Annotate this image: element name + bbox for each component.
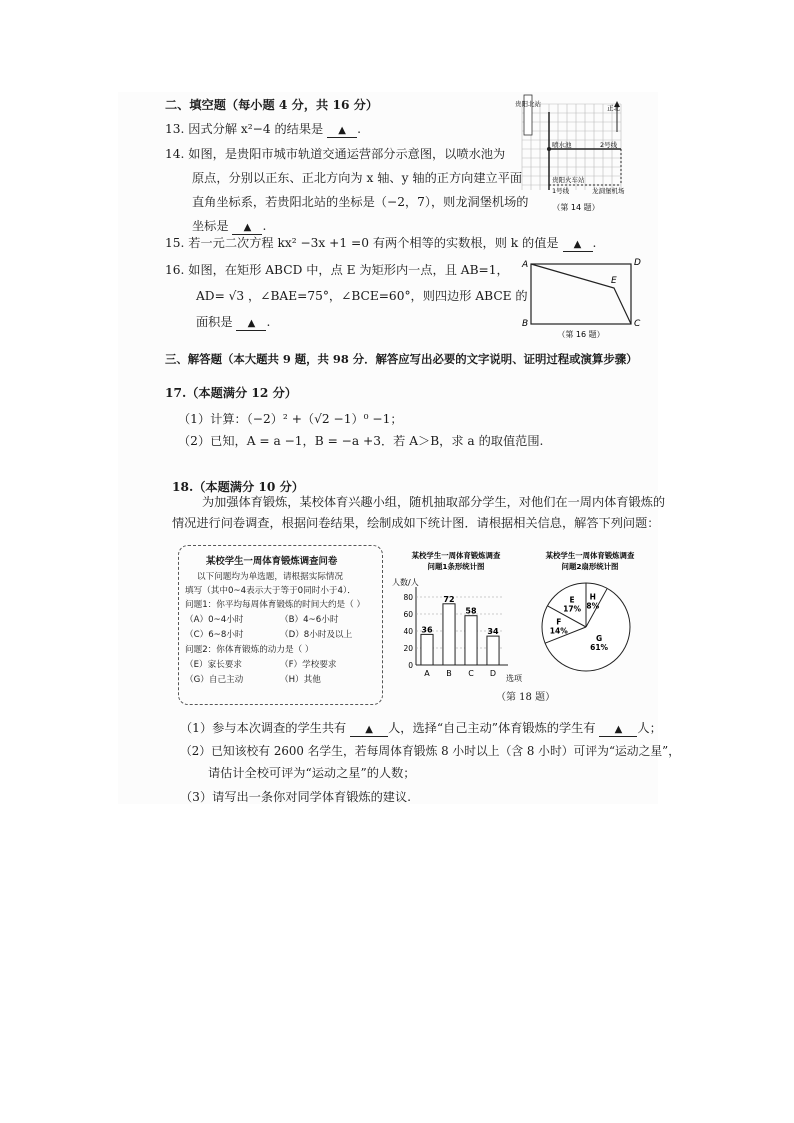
option-c: （C）6~8小时 — [185, 630, 244, 640]
question-15 — [165, 235, 596, 252]
q18-p1-text-c: 人； — [637, 721, 662, 735]
bar-chart-ylabel: 人数/人 — [392, 578, 419, 587]
pie-chart-title-line1: 某校学生一周体育锻炼调查 — [545, 551, 635, 560]
pie-slice-percent-f: 14% — [549, 626, 568, 636]
bar-value-label: 58 — [465, 606, 477, 616]
bar-chart-title-line1: 某校学生一周体育锻炼调查 — [411, 551, 501, 560]
bar-b — [443, 604, 455, 665]
q16-end: . — [266, 315, 271, 329]
north-label: 正北 — [607, 104, 620, 112]
bar-chart-ytick-label: 80 — [403, 593, 413, 602]
pie-slice-label-h: H — [589, 592, 596, 602]
q18-part2-line2: 请估计全校可评为“运动之星”的人数； — [208, 766, 416, 780]
q18-intro-line1: 为加强体育锻炼，某校体育兴趣小组，随机抽取部分学生，对他们在一周内体育锻炼的 — [202, 495, 666, 509]
bar-category-label: A — [424, 669, 430, 678]
pie-slice-label-e: E — [569, 595, 575, 605]
line1-label: 1号线 — [552, 187, 570, 195]
bar-category-label: C — [468, 669, 474, 678]
option-e: （E）家长要求 — [185, 660, 242, 670]
q18-part1 — [180, 720, 662, 737]
questionnaire-title: 某校学生一周体育锻炼调查问卷 — [206, 556, 338, 567]
pie-chart — [526, 545, 658, 685]
bar-chart — [392, 545, 520, 685]
q13-text: 13. 因式分解 x²−4 的结果是 — [165, 122, 324, 136]
q15-end: . — [592, 236, 597, 250]
label-c: C — [634, 319, 641, 329]
questionnaire-question1: 问题1：你平均每周体育锻炼的时间大约是（ ） — [185, 600, 366, 610]
option-d: （D）8小时及以上 — [280, 630, 353, 640]
bar-chart-ytick-label: 20 — [403, 644, 413, 653]
figure-16-rectangle — [516, 254, 646, 340]
q14-end: . — [262, 219, 267, 233]
q18-p1-blank-self: ▲ — [599, 724, 637, 737]
q15-text: 15. 若一元二次方程 kx² −3x +1 =0 有两个相等的实数根，则 k 的值是 — [165, 236, 559, 250]
pie-slice-percent-e: 17% — [563, 604, 582, 614]
q16-answer-blank: ▲ — [236, 318, 266, 331]
figure-16-caption: （第 16 题） — [557, 330, 605, 339]
q17-title: 17.（本题满分 12 分） — [165, 386, 297, 400]
q16-line2: AD= √3 ，∠BAE=75°，∠BCE=60°，则四边形 ABCE 的 — [196, 289, 528, 303]
bar-category-label: D — [489, 669, 497, 678]
section-3-title: 三、解答题（本大题共 9 题，共 98 分．解答应写出必要的文字说明、证明过程或演算步骤） — [165, 352, 638, 366]
pie-slice-percent-g: 61% — [590, 642, 609, 652]
label-b: B — [522, 319, 529, 329]
questionnaire-line1: 以下问题均为单选题，请根据实际情况 — [197, 572, 344, 582]
pie-slice-label-f: F — [556, 617, 562, 627]
label-e: E — [611, 276, 617, 286]
q18-title: 18.（本题满分 10 分） — [172, 480, 304, 494]
bar-c — [465, 616, 477, 665]
q13-answer-blank: ▲ — [327, 125, 357, 138]
bar-value-label: 36 — [421, 625, 433, 635]
airport-label: 龙洞堡机场 — [592, 187, 625, 195]
q16-line1: 16. 如图，在矩形 ABCD 中，点 E 为矩形内一点，且 AB=1， — [165, 263, 509, 277]
option-h: （H）其他 — [280, 675, 321, 685]
questionnaire-box — [178, 545, 383, 705]
q14-line4 — [192, 218, 266, 235]
figure-18-caption: （第 18 题） — [496, 692, 556, 703]
questionnaire-question2: 问题2：你体育锻炼的动力是（ ） — [185, 645, 314, 655]
bar-category-label: B — [446, 669, 452, 678]
q16-text: 面积是 — [196, 315, 233, 329]
bar-value-label: 72 — [443, 594, 455, 604]
q14-answer-blank: ▲ — [232, 222, 262, 235]
questionnaire-line2: 填写（其中0~4表示大于等于0同时小于4）． — [185, 586, 356, 596]
q15-answer-blank: ▲ — [563, 239, 593, 252]
section-2-title: 二、填空题（每小题 4 分，共 16 分） — [165, 98, 379, 112]
fountain-point — [547, 147, 551, 151]
q16-line3 — [196, 314, 270, 331]
line2-label: 2号线 — [600, 141, 618, 149]
pie-slice-percent-h: 8% — [586, 601, 600, 611]
segments-ae-ec — [531, 264, 631, 324]
q18-intro-line2: 情况进行问卷调查，根据问卷结果，绘制成如下统计图．请根据相关信息，解答下列问题： — [172, 516, 660, 530]
option-f: （F）学校要求 — [280, 660, 337, 670]
option-b: （B）4~6小时 — [280, 615, 339, 625]
bar-chart-ytick-label: 0 — [408, 661, 413, 670]
q13-end: . — [357, 122, 361, 136]
fountain-label: 喷水池 — [552, 141, 572, 149]
q14-line2: 原点，分别以正东、正北方向为 x 轴、y 轴的正方向建立平面 — [192, 171, 523, 185]
option-g: （G）自己主动 — [185, 675, 244, 685]
q14-text: 坐标是 — [192, 219, 229, 233]
station-north-label: 贵阳北站 — [515, 100, 541, 108]
q18-p1-text-a: （1）参与本次调查的学生共有 — [180, 721, 347, 735]
question-13 — [165, 121, 361, 138]
option-a: （A）0~4小时 — [185, 615, 244, 625]
bar-chart-ytick-label: 40 — [403, 627, 413, 636]
q18-part2-line1: （2）已知该校有 2600 名学生，若每周体育锻炼 8 小时以上（含 8 小时）可评为“运动之星”， — [180, 744, 680, 758]
bar-d — [487, 636, 499, 665]
rectangle-abcd — [531, 264, 631, 324]
bar-chart-ytick-label: 60 — [403, 610, 413, 619]
label-d: D — [634, 258, 641, 268]
q18-p1-text-b: 人，选择“自己主动”体育锻炼的学生有 — [388, 721, 596, 735]
bar-chart-xlabel: 选项 — [506, 674, 522, 683]
q14-line3: 直角坐标系，若贵阳北站的坐标是（−2，7），则龙洞堡机场的 — [192, 195, 529, 209]
q17-part1: （1）计算：（−2）² +（√2 −1）⁰ −1； — [178, 412, 403, 426]
q18-part3: （3）请写出一条你对同学体育锻炼的建议. — [180, 790, 412, 804]
q18-p1-blank-total: ▲ — [350, 724, 388, 737]
figure-14-map — [512, 92, 640, 220]
bar-value-label: 34 — [487, 627, 499, 637]
q14-line1: 14. 如图，是贵阳市城市轨道交通运营部分示意图，以喷水池为 — [165, 147, 506, 161]
pie-chart-title-line2: 问题2扇形统计图 — [561, 562, 619, 571]
label-a: A — [522, 260, 529, 270]
train-station-label: 贵阳火车站 — [552, 176, 585, 184]
figure-14-caption: （第 14 题） — [552, 203, 600, 212]
bar-chart-title-line2: 问题1条形统计图 — [427, 562, 485, 571]
pie-slice-label-g: G — [596, 633, 603, 643]
q17-part2: （2）已知，A = a −1，B = −a +3．若 A＞B，求 a 的取值范围. — [178, 434, 544, 448]
bar-a — [421, 634, 433, 665]
